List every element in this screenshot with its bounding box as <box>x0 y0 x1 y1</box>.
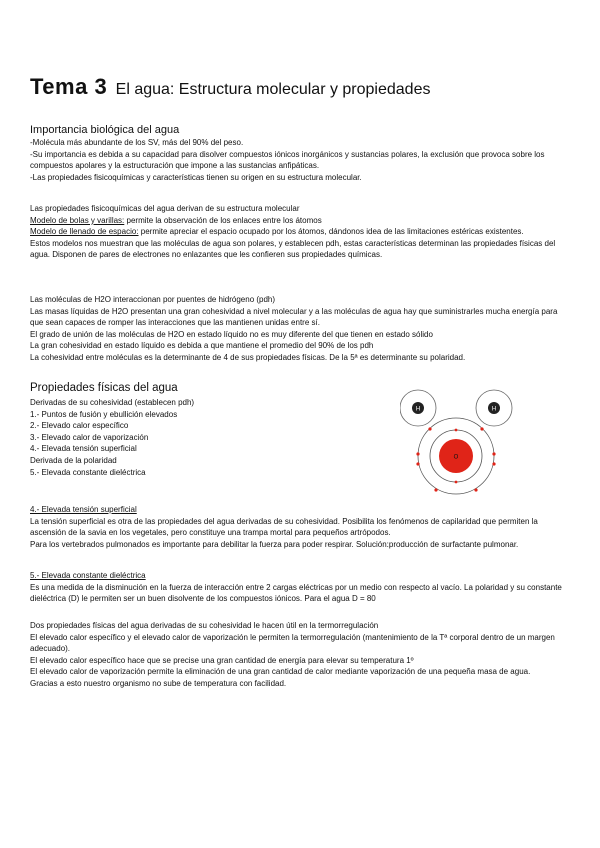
termo-line-4: Gracias a esto nuestro organismo no sube de temperatura con facilidad. <box>30 678 287 688</box>
modelo-llenado <box>30 226 565 238</box>
puentes-line-1: Las masas líquidas de H2O presentan una gran cohesividad a nivel molecular y a las moléculas de agua hay que suministrarles mucha energía para que sean capaces de romper las interacciones que las mantienen unidas entre sí. <box>30 306 558 328</box>
propiedad-item-5: 5.- Elevada constante dieléctrica <box>30 467 146 477</box>
electron <box>492 462 495 465</box>
puentes-heading: Las moléculas de H2O interaccionan por puentes de hidrógeno (pdh) <box>30 295 276 304</box>
section-puentes <box>30 294 565 364</box>
propiedades-heading: Propiedades físicas del agua <box>30 382 178 394</box>
title-text: El agua: Estructura molecular y propiedades <box>115 81 431 98</box>
section-tension <box>30 504 565 550</box>
dielectrica-heading: 5.- Elevada constante dieléctrica <box>30 571 146 580</box>
importancia-line-1: -Molécula más abundante de los SV, más del 90% del peso. <box>30 138 244 147</box>
electron <box>428 427 431 430</box>
electron <box>492 452 495 455</box>
electron <box>455 481 458 484</box>
puentes-line-2: El grado de unión de las moléculas de H2O en estado líquido no es muy diferente del que tienen en estado sólido <box>30 329 433 339</box>
section-modelos <box>30 203 565 261</box>
title-number: Tema 3 <box>30 74 108 99</box>
electron <box>480 427 483 430</box>
termo-line-1: El elevado calor específico y el elevado calor de vaporización le permiten la termorregulación (mantenimiento de la Tª corporal dentro de un margen adecuado). <box>30 632 555 654</box>
modelos-paragraph: Estos modelos nos muestran que las moléculas de agua son polares, y establecen pdh, estas características determinan las propiedades físicas del agua. Disponen de pares de electrones no enlazantes que les confieren sus propiedades químicas. <box>30 238 556 260</box>
importancia-line-2: -Su importancia es debida a su capacidad para disolver compuestos iónicos inorgánicos y sustancias polares, la exclusión que provoca sobre los compuestos apolares y la estructuración que impone a las sustancias anfipáticas. <box>30 149 545 171</box>
electron <box>416 462 419 465</box>
puentes-line-4: La cohesividad entre moléculas es la determinante de 4 de sus propiedades físicas. De la 5ª es determinante su polaridad. <box>30 352 466 362</box>
propiedades-sub-cohesividad: Derivadas de su cohesividad (establecen pdh) <box>30 398 195 407</box>
importancia-line-3: -Las propiedades fisicoquímicas y características tienen su origen en su estructura molecular. <box>30 172 362 182</box>
water-molecule-diagram <box>400 384 530 502</box>
section-importancia <box>30 123 565 183</box>
page-title <box>30 74 430 100</box>
importancia-heading: Importancia biológica del agua <box>30 124 180 136</box>
tension-paragraph-1: La tensión superficial es otra de las propiedades del agua derivadas de su cohesividad. Posibilita los fenómenos de capilaridad que permiten la ascensión de la savia en los vegetales, pero constituye una trampa mortal para pequeños artrópodos. <box>30 516 538 538</box>
propiedad-item-2: 2.- Elevado calor específico <box>30 421 129 431</box>
propiedad-item-3: 3.- Elevado calor de vaporización <box>30 432 149 442</box>
termo-heading: Dos propiedades físicas del agua derivadas de su cohesividad le hacen útil en la termorregulación <box>30 621 379 630</box>
modelo-bolas-text: permite la observación de los enlaces entre los átomos <box>124 215 322 225</box>
propiedades-sub-polaridad: Derivada de la polaridad <box>30 455 117 465</box>
hydrogen-right-label: H <box>491 406 497 413</box>
modelo-bolas <box>30 215 565 227</box>
section-dielectrica <box>30 570 565 605</box>
modelo-llenado-label: Modelo de llenado de espacio: <box>30 227 139 237</box>
modelo-bolas-label: Modelo de bolas y varillas: <box>30 215 125 225</box>
termo-line-3: El elevado calor de vaporización permite la eliminación de una gran cantidad de calor mediante vaporización de una pequeña masa de agua. <box>30 667 531 677</box>
section-termorregulacion <box>30 620 565 690</box>
section-propiedades <box>30 381 390 478</box>
electron <box>474 488 477 491</box>
modelo-llenado-text: permite apreciar el espacio ocupado por los átomos, dándonos idea de las limitaciones estéricas existentes. <box>138 227 524 237</box>
propiedad-item-1: 1.- Puntos de fusión y ebullición elevados <box>30 409 178 419</box>
electron <box>416 452 419 455</box>
tension-paragraph-2: Para los vertebrados pulmonados es importante para debilitar la fuerza para poder respirar. Solución:producción de surfactante pulmonar. <box>30 539 519 549</box>
hydrogen-left-label: H <box>415 406 421 413</box>
propiedad-item-4: 4.- Elevada tensión superficial <box>30 444 137 454</box>
electron <box>455 429 458 432</box>
tension-heading: 4.- Elevada tensión superficial <box>30 505 137 514</box>
electron <box>434 488 437 491</box>
dielectrica-paragraph: Es una medida de la disminución en la fuerza de interacción entre 2 cargas eléctricas por un medio con respecto al vacío. La polaridad y su constante dieléctrica (D) le permiten ser un buen disolvente de los compuestos iónicos. Para el agua D = 80 <box>30 582 562 604</box>
termo-line-2: El elevado calor específico hace que se precise una gran cantidad de energía para elevar su temperatura 1º <box>30 655 414 665</box>
puentes-line-3: La gran cohesividad en estado líquido es debida a que mantiene el promedio del 90% de los pdh <box>30 341 374 351</box>
modelos-heading: Las propiedades fisicoquímicas del agua derivan de su estructura molecular <box>30 204 300 213</box>
oxygen-label: O <box>453 454 459 461</box>
